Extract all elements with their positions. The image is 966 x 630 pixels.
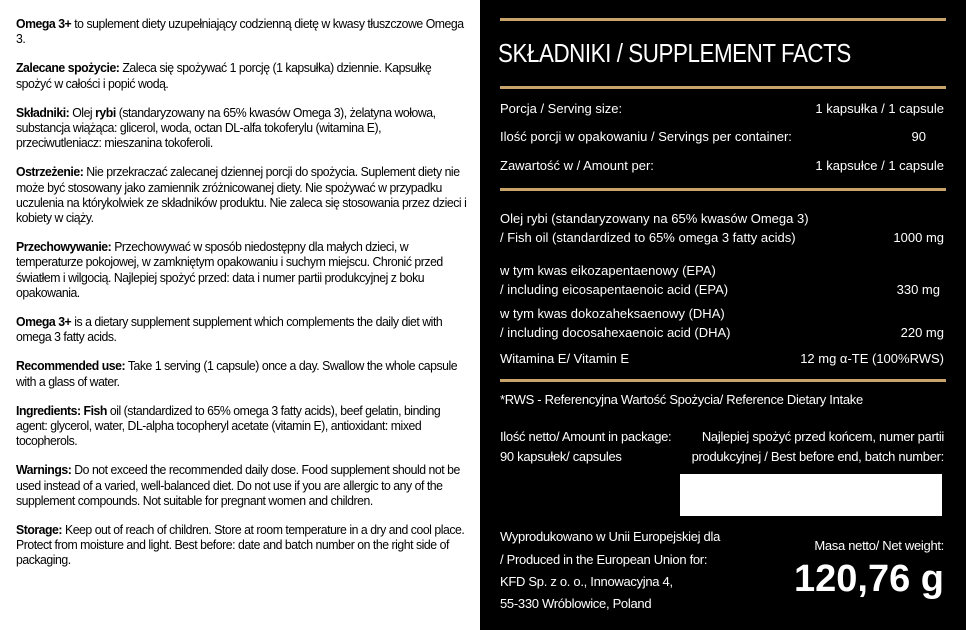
fish-oil-en: / Fish oil (standardized to 65% omega 3 fatty acids)	[500, 230, 796, 245]
pl-storage-heading: Przechowywanie:	[16, 239, 112, 255]
en-recommended-text: Take 1 serving (1 capsule) once a day. Swallow the whole capsule with a glass of water.	[16, 358, 458, 389]
epa-en: / including eicosapentaenoic acid (EPA)	[500, 282, 729, 297]
pl-intro-text: to suplement diety uzupełniający codzienną dietę w kwasy tłuszczowe Omega 3.	[16, 16, 464, 47]
servings-value: 90	[911, 129, 926, 144]
vitamin-e-row	[500, 351, 944, 366]
net-amount-value: 90 kapsułek/ capsules	[500, 449, 622, 464]
rws-footnote: *RWS - Referencyjna Wartość Spożycia/ Reference Dietary Intake	[500, 392, 863, 407]
net-weight-value: 120,76 g	[794, 558, 944, 600]
en-intro	[16, 314, 467, 344]
en-warnings-text: Do not exceed the recommended daily dose. Food supplement should not be used instead of a varied, well-balanced diet. Do not use if you are allergic to any of the supplement compounds. Not suitable for pregnant women and children.	[16, 462, 460, 508]
net-weight-label: Masa netto/ Net weight:	[814, 538, 944, 553]
servings-per-container-row	[500, 129, 944, 144]
dha-row	[500, 304, 944, 342]
dha-amount: 220 mg	[900, 325, 944, 340]
gold-divider	[500, 86, 946, 89]
facts-title: SKŁADNIKI / SUPPLEMENT FACTS	[498, 38, 851, 68]
fish-oil-row	[500, 209, 944, 247]
pl-ingredients-heading: Składniki:	[16, 104, 70, 120]
serving-size-label: Porcja / Serving size:	[500, 101, 623, 116]
en-ingredients	[16, 403, 467, 449]
fish-oil-amount: 1000 mg	[893, 230, 944, 245]
pl-storage	[16, 239, 467, 300]
manufacturer-address-1: KFD Sp. z o. o., Innowacyjna 4,	[500, 574, 673, 589]
epa-amount: 330 mg	[896, 282, 940, 297]
servings-label: Ilość porcji w opakowaniu / Servings per container:	[500, 129, 792, 144]
product-name-en: Omega 3+	[16, 314, 72, 330]
epa-row	[500, 261, 944, 299]
description-panel	[0, 0, 480, 630]
fish-oil-pl: Olej rybi (standaryzowany na 65% kwasów Omega 3)	[500, 211, 809, 226]
en-recommended-heading: Recommended use:	[16, 358, 126, 374]
pl-recommended-use	[16, 60, 467, 90]
net-amount-label: Ilość netto/ Amount in package:	[500, 429, 672, 444]
pl-ingredients-text1: Olej	[69, 104, 96, 120]
best-before-label-1: Najlepiej spożyć przed końcem, numer partii	[701, 429, 944, 444]
pl-recommended-heading: Zalecane spożycie:	[16, 60, 120, 76]
batch-number-box	[680, 474, 942, 516]
manufacturer-address-2: 55-330 Wróblowice, Poland	[500, 596, 652, 611]
dha-en: / including docosahexaenoic acid (DHA)	[500, 325, 731, 340]
serving-size-row	[500, 101, 944, 116]
amount-per-row	[500, 158, 944, 173]
vitamin-e-amount: 12 mg α-TE (100%RWS)	[800, 351, 944, 366]
pl-warnings-heading: Ostrzeżenie:	[16, 164, 84, 180]
amount-per-label: Zawartość w / Amount per:	[500, 158, 654, 173]
en-recommended-use	[16, 358, 467, 388]
pl-ingredients	[16, 105, 467, 151]
en-ingredients-text: oil (standardized to 65% omega 3 fatty acids), beef gelatin, binding agent: glycerol, water, DL-alpha tocopheryl acetate (vitamin E), antioxidant: mixed tocopherols.	[16, 402, 441, 449]
pl-warnings-text: Nie przekraczać zalecanej dziennej porcji do spożycia. Suplement diety nie może być stosowany jako zamiennik zróżnicowanej diety. Nie spożywać w przypadku uczulenia na którykolwiek ze składników produktu. Nie zaleca się stosowania przez dzieci i kobiety w ciąży.	[16, 164, 467, 226]
en-storage-text: Keep out of reach of children. Store at room temperature in a dry and cool place. Protect from moisture and light. Best before: date and batch number on the right side of packaging.	[16, 522, 465, 568]
en-warnings-heading: Warnings:	[16, 462, 72, 478]
pl-ingredients-text2: (standaryzowany na 65% kwasów Omega 3), żelatyna wołowa, substancja wiążąca: glicerol, woda, octan DL-alfa tokoferylu (witamina E), przeciwutleniacz: mieszanina tokoferoli.	[16, 104, 436, 151]
gold-divider	[500, 188, 946, 191]
en-intro-text: is a dietary supplement supplement which complements the daily diet with omega 3 fatty acids.	[16, 314, 443, 345]
en-storage-heading: Storage:	[16, 522, 63, 538]
produced-in-en: / Produced in the European Union for:	[500, 552, 708, 567]
gold-divider-top	[500, 18, 946, 21]
dha-pl: w tym kwas dokozaheksaenowy (DHA)	[500, 306, 725, 321]
product-name-pl: Omega 3+	[16, 16, 72, 31]
pl-storage-text: Przechowywać w sposób niedostępny dla małych dzieci, w temperaturze pokojowej, w zamkniętym opakowaniu i suchym miejscu. Chronić przed światłem i wilgocią. Najlepiej spożyć przed: data i numer partii produkcyjnej z boku opakowania.	[16, 239, 443, 300]
epa-pl: w tym kwas eikozapentaenowy (EPA)	[500, 263, 716, 278]
gold-divider	[500, 379, 946, 382]
pl-intro	[16, 16, 467, 46]
en-ingredients-heading: Ingredients: Fish	[16, 402, 107, 418]
pl-warnings	[16, 164, 467, 225]
best-before-label-2: produkcyjnej / Best before end, batch number:	[691, 449, 944, 464]
produced-in-pl: Wyprodukowano w Unii Europejskiej dla	[500, 529, 721, 544]
en-storage	[16, 522, 467, 568]
en-warnings	[16, 462, 467, 508]
pl-ingredients-bold2: rybi	[95, 104, 116, 120]
amount-per-value: 1 kapsułce / 1 capsule	[815, 158, 944, 173]
pl-recommended-text: Zaleca się spożywać 1 porcję (1 kapsułka) dziennie. Kapsułkę spożyć w całości i popić wodą.	[16, 60, 432, 91]
serving-size-value: 1 kapsułka / 1 capsule	[815, 101, 944, 116]
vitamin-e-label: Witamina E/ Vitamin E	[500, 351, 630, 366]
supplement-facts-panel	[480, 0, 966, 630]
